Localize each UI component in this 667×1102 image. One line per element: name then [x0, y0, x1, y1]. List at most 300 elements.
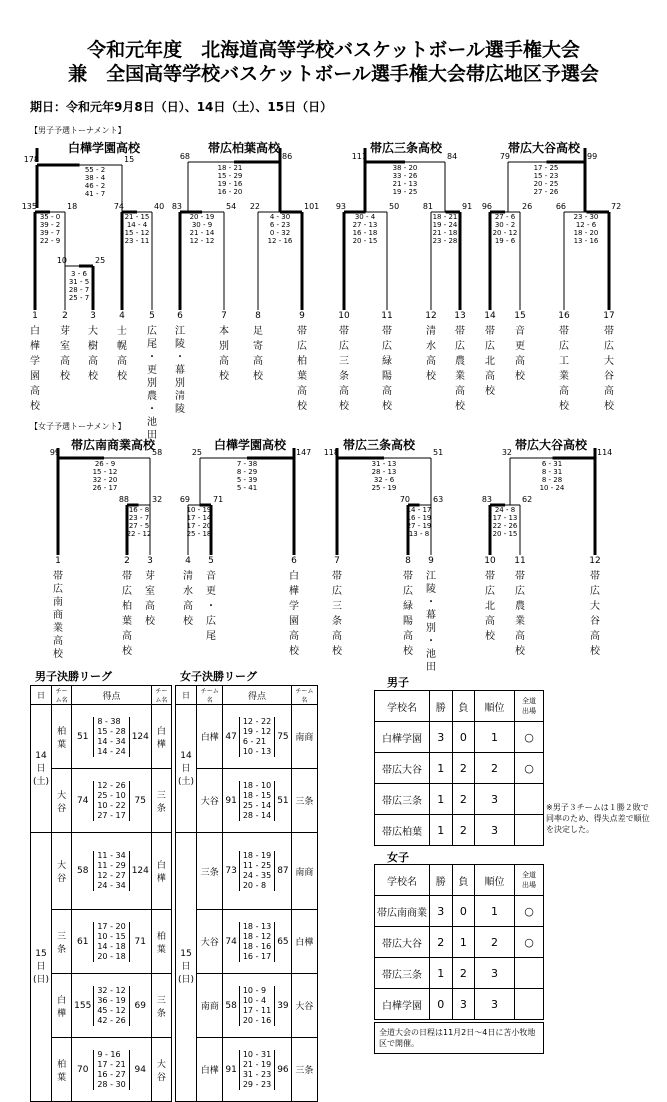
league-team-b: 大谷: [291, 974, 317, 1038]
team-name-char: 校: [289, 646, 299, 657]
league-score-b: 71: [130, 910, 152, 974]
team-number: 12: [589, 556, 601, 566]
quarter-scores: 4 - 30: [269, 213, 291, 221]
league-team-a: 大谷: [52, 833, 72, 910]
quarter-scores: 13 - 8: [408, 530, 430, 538]
team-name-char: 樺: [30, 341, 40, 352]
league-score-b: 124: [130, 833, 152, 910]
girls-winner-name: 帯広三条高校: [342, 438, 415, 452]
league-score-a: 91: [223, 1038, 239, 1102]
quarter-scores: 38 - 4: [84, 174, 106, 182]
team-number: 3: [147, 556, 153, 566]
rank-qualified: ○: [515, 896, 544, 927]
league-quarters: 18 - 19 11 - 25 24 - 35 20 - 8: [239, 833, 275, 910]
rank-header: 順位: [475, 691, 515, 722]
team-name-char: 広: [559, 341, 569, 352]
team-name-char: 学: [30, 356, 40, 367]
score-right: 84: [447, 152, 458, 161]
team-name-char: 高: [117, 356, 127, 367]
boys-winner-name: 帯広大谷高校: [507, 141, 580, 155]
league-quarters: 11 - 34 11 - 29 12 - 27 24 - 34: [93, 833, 129, 910]
league-day: 15 日 (日): [31, 833, 52, 1102]
boys-winner-name: 帯広三条高校: [369, 141, 442, 155]
rank-place: 2: [475, 753, 515, 784]
quarter-scores: 6 - 31: [541, 460, 563, 468]
team-name-char: 広: [485, 586, 495, 597]
quarter-scores: 33 - 26: [392, 172, 418, 180]
league-team-a: 三条: [197, 833, 223, 910]
team-name-char: 校: [515, 646, 525, 657]
team-number: 5: [149, 311, 155, 321]
quarter-scores: 12 - 16: [267, 237, 293, 245]
quarter-scores: 31 - 5: [68, 278, 90, 286]
league-header: チーム名: [151, 686, 171, 705]
league-header: 得点: [72, 686, 152, 705]
league-team-a: 白樺: [197, 1038, 223, 1102]
quarter-scores: 31 - 13: [371, 460, 397, 468]
league-score-b: 96: [275, 1038, 291, 1102]
girls-bracket-label: 【女子予選トーナメント】: [30, 422, 126, 431]
team-name-char: 緑: [382, 356, 392, 367]
team-name-char: 校: [88, 371, 98, 382]
league-team-a: 白樺: [197, 705, 223, 769]
team-name-char: 広: [122, 586, 132, 597]
team-name-char: 高: [382, 386, 392, 397]
team-name-char: 室: [145, 586, 155, 597]
team-name-char: 校: [60, 371, 70, 382]
boys-league-title: 男子決勝リーグ: [35, 670, 112, 683]
girls-rank-table: [374, 864, 544, 1020]
team-name-char: 帯: [559, 326, 569, 337]
quarter-scores: 21 - 14: [189, 229, 215, 237]
team-name-char: 校: [485, 386, 495, 397]
rank-wins: 2: [430, 927, 453, 958]
team-name-char: 緑: [403, 601, 413, 612]
team-number: 12: [425, 311, 437, 321]
league-header: 日: [176, 686, 197, 705]
quarter-scores: 10 - 24: [539, 484, 565, 492]
quarter-scores: 23 - 7: [128, 514, 150, 522]
league-team-b: 三条: [151, 974, 171, 1038]
team-name-char: 尾: [147, 339, 157, 350]
boys-bracket-label: 【男子予選トーナメント】: [30, 126, 126, 135]
score-right: 72: [611, 202, 622, 211]
team-name-char: ・: [175, 352, 185, 363]
score-right: 25: [95, 256, 106, 265]
team-name-char: 帯: [590, 571, 600, 582]
team-name-char: 大: [88, 326, 98, 337]
team-name-char: 高: [219, 356, 229, 367]
rank-qualified: [515, 989, 544, 1020]
league-score-b: 39: [275, 974, 291, 1038]
team-number: 10: [338, 311, 350, 321]
girls-league-title: 女子決勝リーグ: [180, 670, 257, 683]
team-name-char: 清: [175, 391, 185, 402]
rank-qualified: [515, 815, 544, 846]
league-score-b: 75: [130, 769, 152, 833]
team-name-char: ・: [147, 352, 157, 363]
team-name-char: 帯: [515, 571, 525, 582]
team-name-char: 池: [147, 417, 157, 428]
quarter-scores: 19 - 16: [217, 180, 243, 188]
league-quarters: 9 - 16 17 - 21 16 - 27 28 - 30: [93, 1038, 129, 1102]
league-quarters: 12 - 26 25 - 10 10 - 22 27 - 17: [93, 769, 129, 833]
quarter-scores: 15 - 29: [217, 172, 243, 180]
team-name-char: 広: [147, 326, 157, 337]
quarter-scores: 20 - 15: [352, 237, 378, 245]
score-right: 54: [226, 202, 237, 211]
rank-place: 1: [475, 896, 515, 927]
team-name-char: 帯: [403, 571, 413, 582]
team-name-char: 北: [485, 356, 495, 367]
team-number: 1: [32, 311, 38, 321]
score-left: 74: [113, 202, 124, 211]
team-name-char: 江: [426, 571, 436, 582]
rank-header: 全道 出場: [515, 865, 544, 896]
team-name-char: 校: [117, 371, 127, 382]
rank-losses: 0: [452, 896, 475, 927]
team-number: 6: [177, 311, 183, 321]
team-number: 9: [299, 311, 305, 321]
team-number: 16: [558, 311, 570, 321]
rank-header: 負: [452, 865, 475, 896]
team-name-char: 校: [297, 401, 307, 412]
league-score-a: 47: [223, 705, 239, 769]
team-name-char: 農: [455, 356, 465, 367]
rank-place: 2: [475, 927, 515, 958]
league-score-a: 61: [72, 910, 94, 974]
rank-qualified: ○: [515, 753, 544, 784]
quarter-scores: 17 - 25: [533, 164, 559, 172]
team-name-char: 校: [559, 401, 569, 412]
rank-losses: 3: [452, 989, 475, 1020]
score-right: 18: [67, 202, 78, 211]
team-name-char: ・: [206, 601, 216, 612]
team-name-char: 高: [515, 356, 525, 367]
quarter-scores: 22 - 12: [126, 530, 152, 538]
rank-header: 順位: [475, 865, 515, 896]
league-score-a: 74: [223, 910, 239, 974]
team-name-char: 陽: [382, 371, 392, 382]
quarter-scores: 26 - 17: [92, 484, 118, 492]
team-name-char: 農: [147, 391, 157, 402]
team-name-char: 谷: [590, 616, 600, 627]
team-name-char: 清: [183, 571, 193, 582]
team-name-char: 本: [219, 326, 229, 337]
score-left: 10: [56, 256, 67, 265]
team-name-char: 高: [183, 601, 193, 612]
team-name-char: 高: [403, 631, 413, 642]
rank-wins: 1: [430, 753, 453, 784]
team-name-char: 校: [339, 401, 349, 412]
rank-school: 白樺学園: [375, 989, 430, 1020]
league-score-a: 58: [223, 974, 239, 1038]
boys-rank-table: [374, 690, 544, 846]
quarter-scores: 28 - 7: [68, 286, 90, 294]
rank-losses: 2: [452, 784, 475, 815]
quarter-scores: 7 - 38: [236, 460, 258, 468]
rank-qualified: ○: [515, 927, 544, 958]
quarter-scores: 25 - 18: [186, 530, 212, 538]
team-name-char: 寄: [253, 341, 263, 352]
team-name-char: 帯: [53, 571, 63, 582]
score-left: 66: [555, 202, 566, 211]
score-right: 101: [304, 202, 320, 211]
team-name-char: 田: [426, 662, 436, 673]
team-name-char: 陵: [175, 339, 185, 350]
quarter-scores: 18 - 21: [217, 164, 243, 172]
quarter-scores: 17 - 13: [492, 514, 518, 522]
team-name-char: 高: [485, 371, 495, 382]
rank-place: 3: [475, 784, 515, 815]
team-name-char: 高: [455, 386, 465, 397]
score-left: 70: [399, 495, 410, 504]
team-name-char: 高: [88, 356, 98, 367]
quarter-scores: 3 - 6: [71, 270, 87, 278]
team-name-char: 樹: [88, 341, 98, 352]
score-right: 51: [433, 448, 444, 457]
quarter-scores: 16 - 20: [217, 188, 243, 196]
league-team-b: 南商: [291, 833, 317, 910]
team-name-char: 高: [559, 386, 569, 397]
rank-school: 帯広大谷: [375, 753, 430, 784]
team-number: 7: [221, 311, 227, 321]
rank-qualified: [515, 784, 544, 815]
league-team-a: 三条: [52, 910, 72, 974]
quarter-scores: 24 - 8: [494, 506, 516, 514]
team-name-char: 高: [253, 356, 263, 367]
team-name-char: 幕: [175, 365, 185, 376]
team-name-char: 樺: [289, 586, 299, 597]
score-right: 71: [213, 495, 224, 504]
quarter-scores: 13 - 16: [573, 237, 599, 245]
quarter-scores: 16 - 8: [128, 506, 150, 514]
quarter-scores: 16 - 18: [352, 229, 378, 237]
league-team-a: 柏葉: [52, 705, 72, 769]
team-number: 2: [124, 556, 130, 566]
team-name-char: 高: [426, 356, 436, 367]
rank-wins: 3: [430, 896, 453, 927]
quarter-scores: 27 - 5: [128, 522, 150, 530]
quarter-scores: 27 - 19: [406, 522, 432, 530]
quarter-scores: 39 - 7: [39, 229, 61, 237]
league-quarters: 18 - 13 18 - 12 18 - 16 16 - 17: [239, 910, 275, 974]
team-name-char: 帯: [297, 326, 307, 337]
league-quarters: 12 - 22 19 - 12 6 - 21 10 - 13: [239, 705, 275, 769]
team-name-char: 帯: [122, 571, 132, 582]
team-number: 2: [62, 311, 68, 321]
team-number: 7: [334, 556, 340, 566]
title-line-2: 兼 全国高等学校バスケットボール選手権大会帯広地区予選会: [68, 63, 599, 85]
team-name-char: 帯: [455, 326, 465, 337]
team-name-char: 広: [206, 616, 216, 627]
rank-header: 全道 出場: [515, 691, 544, 722]
quarter-scores: 18 - 21: [432, 213, 458, 221]
team-name-char: 高: [145, 601, 155, 612]
score-left: 22: [249, 202, 260, 211]
league-header: チーム名: [291, 686, 317, 705]
quarter-scores: 25 - 19: [371, 484, 397, 492]
team-name-char: 谷: [604, 371, 614, 382]
quarter-scores: 20 - 12: [492, 229, 518, 237]
team-name-char: 大: [590, 601, 600, 612]
rank-school: 帯広三条: [375, 958, 430, 989]
girls-league-table: [175, 685, 318, 1102]
team-name-char: 校: [332, 646, 342, 657]
team-name-char: 別: [147, 378, 157, 389]
quarter-scores: 21 - 18: [432, 229, 458, 237]
team-name-char: 商: [53, 610, 63, 621]
quarter-scores: 41 - 7: [84, 190, 106, 198]
team-name-char: 水: [183, 586, 193, 597]
quarter-scores: 23 - 30: [573, 213, 599, 221]
score-right: 63: [433, 495, 444, 504]
quarter-scores: 8 - 29: [236, 468, 258, 476]
team-name-char: 広: [515, 586, 525, 597]
league-quarters: 10 - 9 10 - 4 17 - 11 20 - 16: [239, 974, 275, 1038]
league-score-b: 69: [130, 974, 152, 1038]
league-header: 日: [31, 686, 52, 705]
league-score-b: 65: [275, 910, 291, 974]
team-name-char: 帯: [332, 571, 342, 582]
rank-place: 1: [475, 722, 515, 753]
team-name-char: 広: [485, 341, 495, 352]
score-right: 91: [462, 202, 473, 211]
rank-school: 帯広大谷: [375, 927, 430, 958]
rank-place: 3: [475, 989, 515, 1020]
league-team-a: 大谷: [197, 910, 223, 974]
team-name-char: ・: [426, 597, 436, 608]
team-name-char: 業: [559, 371, 569, 382]
quarter-scores: 27 - 13: [352, 221, 378, 229]
score-left: 25: [191, 448, 202, 457]
team-name-char: 園: [289, 616, 299, 627]
team-name-char: 広: [332, 586, 342, 597]
score-right: 32: [152, 495, 163, 504]
rank-school: 帯広三条: [375, 784, 430, 815]
quarter-scores: 32 - 6: [373, 476, 395, 484]
girls-winner-name: 帯広大谷高校: [514, 438, 587, 452]
league-team-a: 白樺: [52, 974, 72, 1038]
team-name-char: 校: [253, 371, 263, 382]
event-date: 期日：令和元年9月8日（日）、14日（土）、15日（日）: [30, 100, 333, 114]
score-left: 135: [21, 202, 37, 211]
team-number: 9: [428, 556, 434, 566]
rank-header: 学校名: [375, 691, 430, 722]
rank-header: 勝: [430, 865, 453, 896]
team-name-char: 条: [339, 371, 349, 382]
team-name-char: 条: [332, 616, 342, 627]
quarter-scores: 30 - 9: [191, 221, 213, 229]
quarter-scores: 14 - 4: [126, 221, 148, 229]
quarter-scores: 21 - 15: [124, 213, 150, 221]
quarter-scores: 19 - 25: [392, 188, 418, 196]
team-name-char: 葉: [122, 616, 132, 627]
quarter-scores: 18 - 20: [573, 229, 599, 237]
team-number: 17: [603, 311, 615, 321]
team-name-char: 柏: [297, 356, 307, 367]
team-name-char: 高: [30, 386, 40, 397]
quarter-scores: 20 - 15: [492, 530, 518, 538]
rank-qualified: [515, 958, 544, 989]
team-name-char: 広: [455, 341, 465, 352]
league-score-a: 155: [72, 974, 94, 1038]
team-name-char: 音: [515, 326, 525, 337]
title-line-1: 令和元年度 北海道高等学校バスケットボール選手権大会: [87, 39, 580, 61]
team-name-char: 高: [339, 386, 349, 397]
quarter-scores: 6 - 23: [269, 221, 291, 229]
quarter-scores: 22 - 26: [492, 522, 518, 530]
girls-winner-name: 白樺学園高校: [213, 438, 286, 452]
team-name-char: 高: [604, 386, 614, 397]
team-name-char: 広: [297, 341, 307, 352]
team-name-char: 幕: [426, 610, 436, 621]
score-right: 26: [522, 202, 533, 211]
team-name-char: 音: [206, 571, 216, 582]
score-left: 99: [49, 448, 60, 457]
team-name-char: 別: [219, 341, 229, 352]
team-name-char: 校: [145, 616, 155, 627]
team-name-char: 葉: [297, 371, 307, 382]
team-name-char: 柏: [122, 601, 132, 612]
quarter-scores: 10 - 19: [186, 506, 212, 514]
team-number: 11: [381, 311, 393, 321]
team-name-char: 校: [53, 649, 63, 660]
quarter-scores: 39 - 2: [39, 221, 61, 229]
team-number: 1: [55, 556, 61, 566]
team-number: 4: [185, 556, 191, 566]
team-name-char: 田: [147, 430, 157, 441]
team-name-char: 芽: [60, 326, 70, 337]
team-name-char: 広: [604, 341, 614, 352]
league-team-b: 柏葉: [151, 910, 171, 974]
score-left: 178: [23, 155, 39, 164]
quarter-scores: 30 - 2: [494, 221, 516, 229]
team-name-char: 更: [515, 341, 525, 352]
team-name-char: 業: [455, 371, 465, 382]
score-left: 83: [171, 202, 182, 211]
team-name-char: 更: [206, 586, 216, 597]
rank-header: 負: [452, 691, 475, 722]
rank-wins: 1: [430, 958, 453, 989]
league-quarters: 17 - 20 10 - 15 14 - 18 20 - 18: [93, 910, 129, 974]
team-name-char: 業: [515, 616, 525, 627]
team-name-char: 校: [30, 401, 40, 412]
league-quarters: 10 - 31 21 - 19 31 - 23 29 - 23: [239, 1038, 275, 1102]
team-name-char: 足: [253, 326, 263, 337]
quarter-scores: 27 - 6: [494, 213, 516, 221]
quarter-scores: 22 - 9: [39, 237, 61, 245]
quarter-scores: 5 - 41: [236, 484, 258, 492]
league-team-b: 白樺: [151, 705, 171, 769]
quarter-scores: 28 - 13: [371, 468, 397, 476]
team-name-char: 帯: [382, 326, 392, 337]
team-name-char: 校: [382, 401, 392, 412]
team-name-char: 広: [339, 341, 349, 352]
team-name-char: 芽: [145, 571, 155, 582]
boys-rank-title: 男子: [387, 676, 409, 689]
team-name-char: ・: [147, 404, 157, 415]
league-team-b: 南商: [291, 705, 317, 769]
score-right: 58: [152, 448, 163, 457]
quarter-scores: 32 - 20: [92, 476, 118, 484]
league-team-a: 大谷: [197, 769, 223, 833]
league-quarters: 8 - 38 15 - 28 14 - 34 14 - 24: [93, 705, 129, 769]
team-number: 10: [484, 556, 496, 566]
quarter-scores: 5 - 39: [236, 476, 258, 484]
quarter-scores: 8 - 28: [541, 476, 563, 484]
schedule-note: 全道大会の日程は11月2日〜4日に苫小牧地区で開催。: [374, 1022, 544, 1054]
